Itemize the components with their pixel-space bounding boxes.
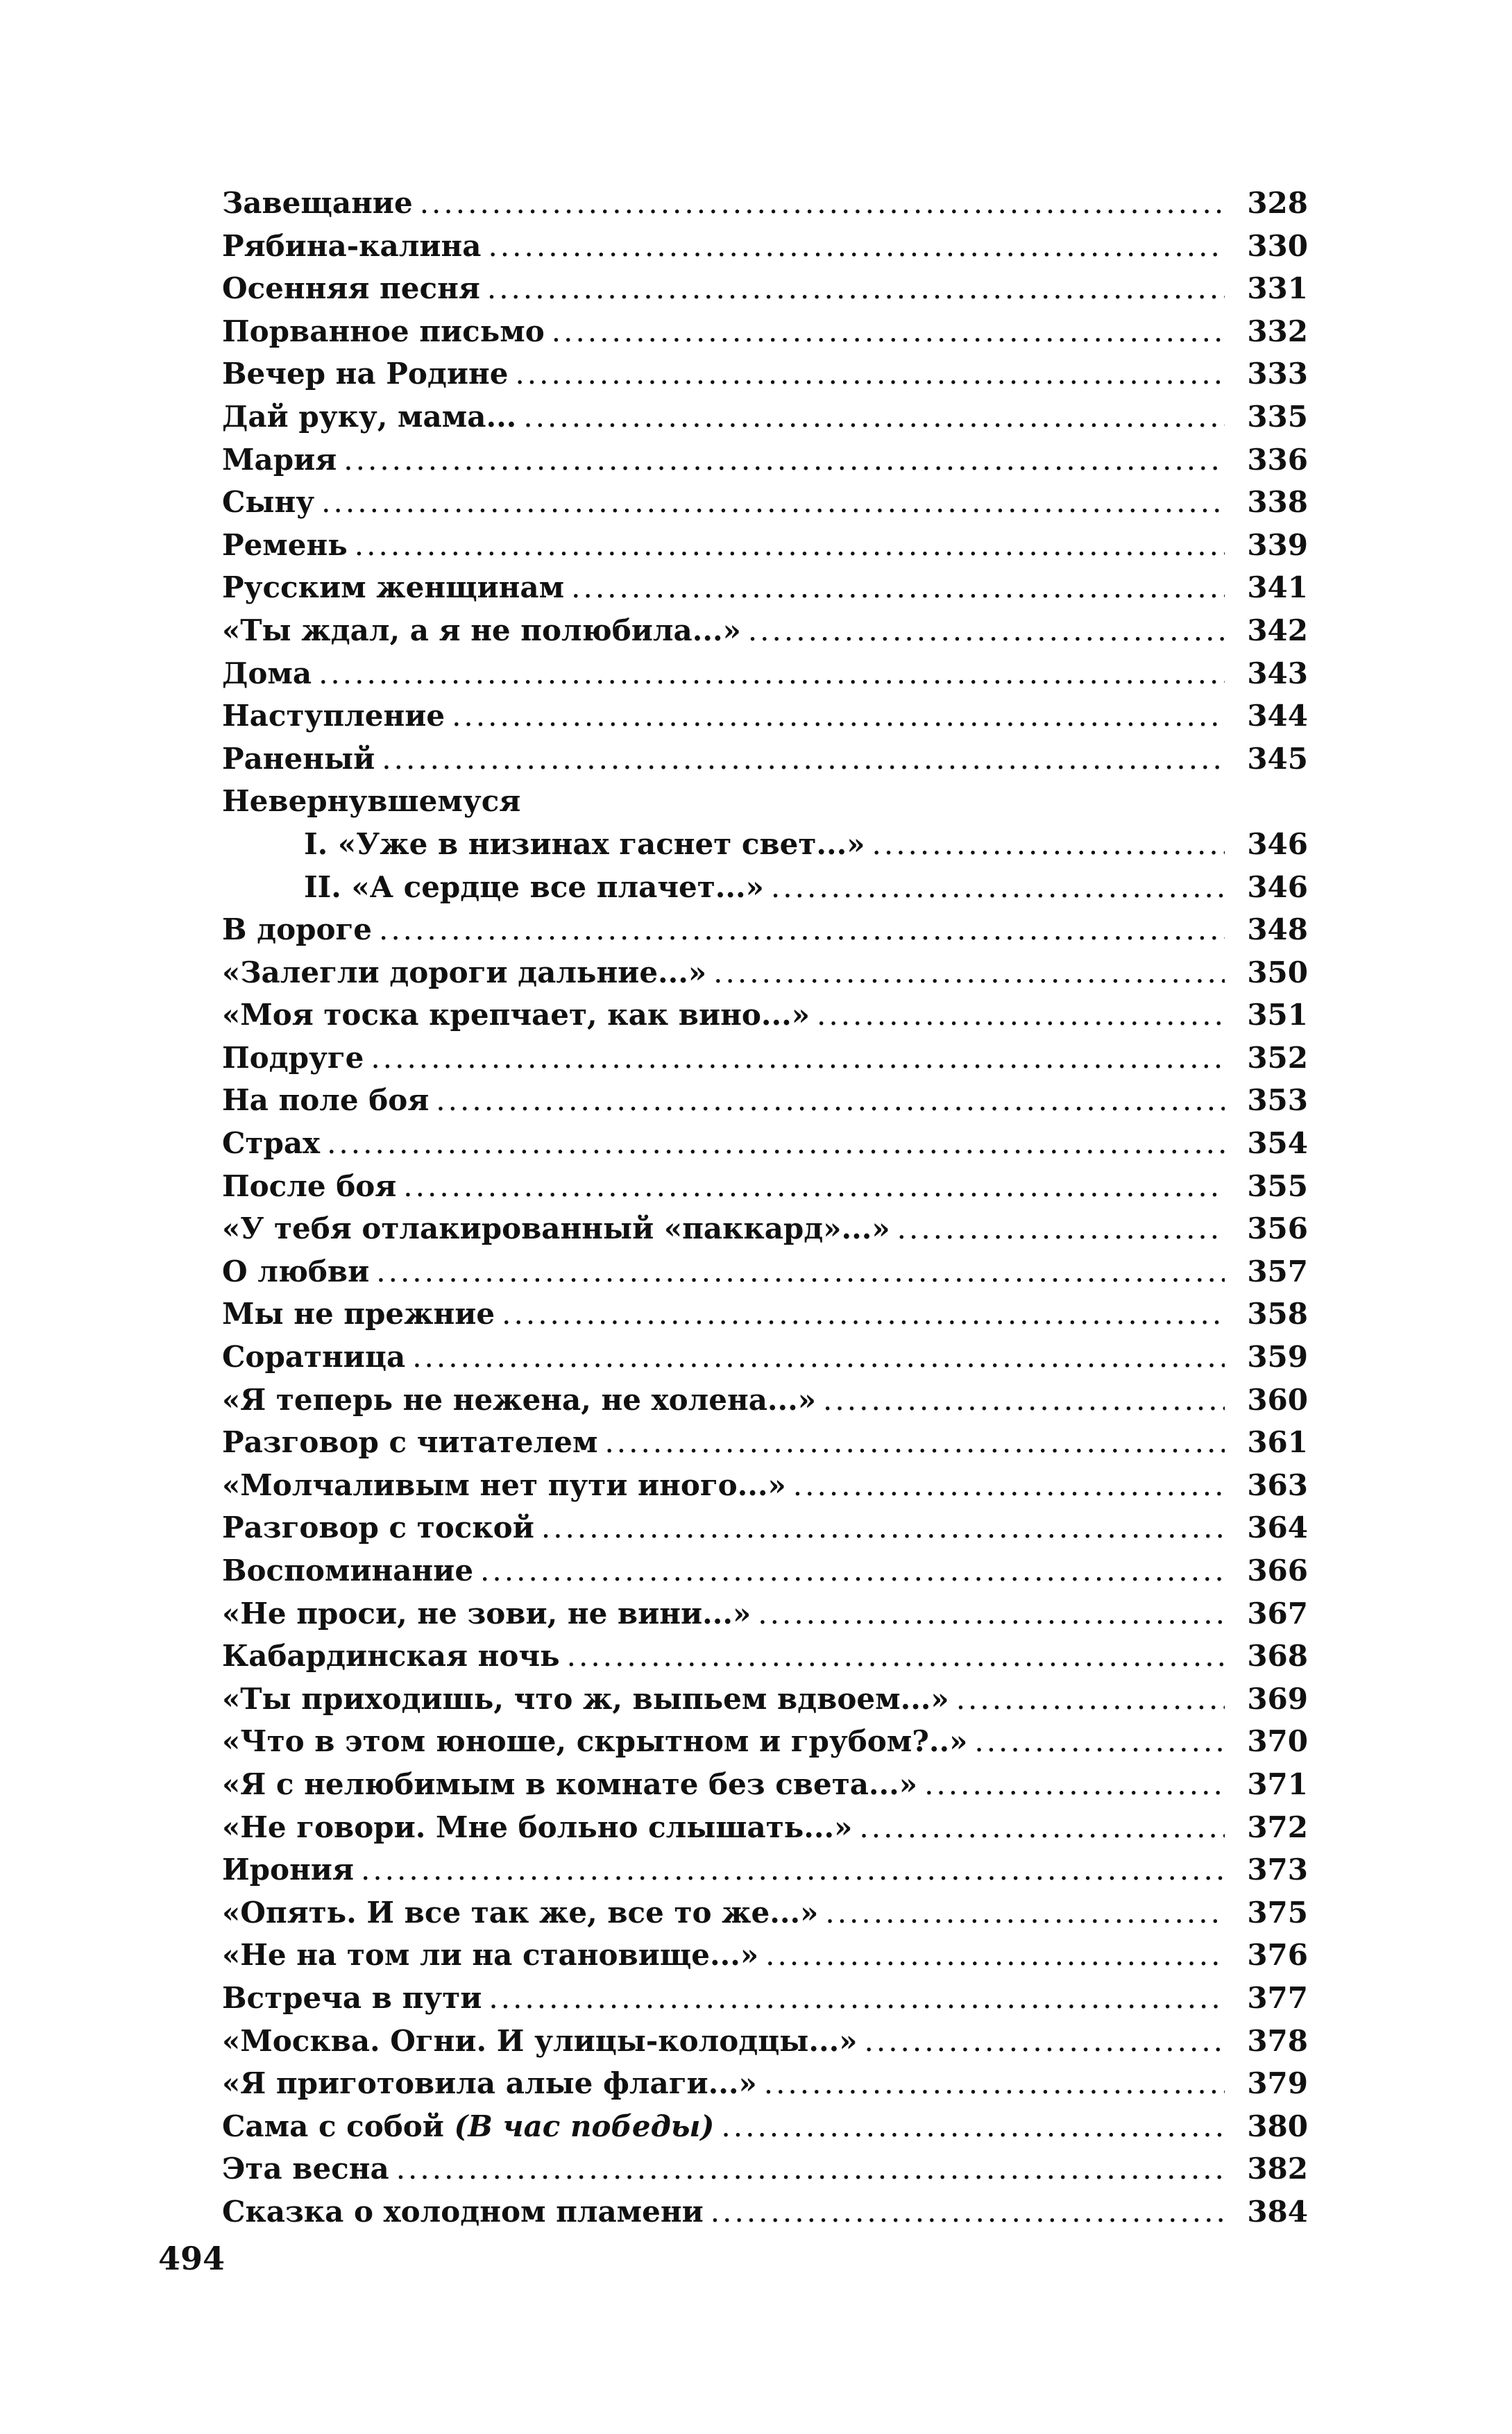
toc-entry-subtitle: (В час победы) — [454, 2109, 715, 2143]
toc-entry-title — [222, 1340, 412, 1374]
toc-entry-title — [222, 1682, 956, 1716]
toc-entry-title-text: Ремень — [222, 527, 348, 562]
toc-entry-title-text: «Опять. И все так же, все то же...» — [222, 1895, 819, 1930]
toc-entry-title-text: Сыну — [222, 485, 315, 520]
toc-entry-title-text: Порванное письмо — [222, 314, 545, 348]
toc-entry-title — [222, 1639, 567, 1673]
toc-entry-title — [222, 1853, 361, 1887]
dot-leader — [758, 1597, 1225, 1631]
toc-entry — [222, 955, 1308, 998]
toc-entry-title — [222, 570, 571, 604]
toc-entry-page: 333 — [1247, 357, 1308, 391]
toc-entry-title-text: «Залегли дороги дальние...» — [222, 955, 707, 989]
toc-entry-page: 331 — [1247, 271, 1308, 306]
dot-leader — [823, 1383, 1225, 1417]
toc-entry-page: 371 — [1247, 1767, 1308, 1801]
toc-entry-title-text: «Ты приходишь, что ж, выпьем вдвоем...» — [222, 1681, 949, 1716]
dot-leader — [721, 2109, 1225, 2143]
toc-entry — [222, 1853, 1308, 1896]
toc-entry — [222, 1383, 1308, 1426]
toc-entry-title-text: Мы не прежние — [222, 1297, 495, 1331]
toc-entry-title — [222, 1083, 436, 1117]
toc-entry-title-text: Наступление — [222, 699, 445, 733]
dot-leader — [956, 1682, 1225, 1716]
toc-entry-title — [222, 1254, 376, 1288]
toc-entry — [222, 998, 1308, 1041]
dot-leader — [488, 229, 1225, 263]
toc-entry-page: 341 — [1247, 570, 1308, 605]
toc-entry — [222, 1682, 1308, 1725]
dot-leader — [379, 912, 1225, 946]
dot-leader — [764, 2066, 1225, 2100]
toc-entry-title-text: Ирония — [222, 1853, 354, 1887]
toc-entry — [222, 1254, 1308, 1297]
toc-entry-title-text: Раненый — [222, 741, 375, 776]
toc-entry-page: 364 — [1247, 1510, 1308, 1545]
toc-entry-page: 348 — [1247, 912, 1308, 947]
toc-entry-title — [222, 1297, 502, 1331]
toc-entry-title-text: Сама с собой — [222, 2109, 444, 2143]
toc-entry — [222, 870, 1308, 913]
toc-entry-title-text: Кабардинская ночь — [222, 1639, 560, 1674]
toc-entry — [222, 229, 1308, 272]
toc-entry-page: 366 — [1247, 1554, 1308, 1588]
toc-entry-title — [222, 1425, 604, 1459]
toc-entry-title — [222, 827, 872, 861]
dot-leader — [376, 1254, 1225, 1288]
toc-entry-title — [222, 912, 379, 946]
toc-entry-title-text: О любви — [222, 1254, 370, 1288]
toc-entry — [222, 1169, 1308, 1212]
toc-entry-page: 335 — [1247, 399, 1308, 434]
table-of-contents — [222, 186, 1308, 2238]
toc-entry-page: 328 — [1247, 186, 1308, 220]
toc-entry-title — [222, 528, 355, 562]
toc-entry-title-text: После боя — [222, 1168, 397, 1203]
toc-entry-title-text: «Москва. Огни. И улицы-колодцы...» — [222, 2023, 858, 2058]
dot-leader — [396, 2152, 1225, 2186]
toc-entry-page: 378 — [1247, 2023, 1308, 2058]
dot-leader — [321, 485, 1225, 519]
toc-entry — [222, 528, 1308, 571]
toc-entry — [222, 699, 1308, 742]
toc-entry-page: 345 — [1247, 741, 1308, 776]
dot-leader — [355, 528, 1225, 562]
toc-entry-page: 372 — [1247, 1810, 1308, 1844]
toc-entry-title-text: Осенняя песня — [222, 271, 480, 306]
dot-leader — [371, 1041, 1225, 1075]
toc-entry-title-text: «Не говори. Мне больно слышать...» — [222, 1810, 853, 1844]
toc-entry-title-text: На поле боя — [222, 1083, 430, 1118]
toc-entry-title — [222, 1896, 825, 1930]
dot-leader — [436, 1083, 1225, 1117]
toc-entry-page: 358 — [1247, 1297, 1308, 1331]
toc-entry-title-text: «Моя тоска крепчает, как вино...» — [222, 998, 810, 1032]
toc-entry-title — [222, 1597, 758, 1631]
toc-entry-title-text: Эта весна — [222, 2152, 389, 2186]
toc-entry-page: 369 — [1247, 1681, 1308, 1716]
toc-entry-page: 332 — [1247, 314, 1308, 348]
dot-leader — [541, 1510, 1225, 1544]
toc-entry-title — [222, 2024, 865, 2058]
toc-entry-page: 368 — [1247, 1639, 1308, 1674]
toc-entry-title — [222, 1211, 897, 1245]
toc-entry-page: 338 — [1247, 485, 1308, 520]
toc-entry-title — [222, 485, 321, 519]
toc-entry-title — [222, 998, 817, 1032]
dot-leader — [327, 1126, 1225, 1160]
dot-leader — [343, 443, 1225, 477]
toc-entry — [222, 400, 1308, 443]
toc-entry-title — [222, 357, 515, 391]
toc-entry-page: 355 — [1247, 1168, 1308, 1203]
toc-entry-page: 339 — [1247, 527, 1308, 562]
toc-entry-page: 351 — [1247, 998, 1308, 1032]
toc-entry-title — [222, 1126, 327, 1160]
toc-entry-title — [222, 1981, 489, 2015]
toc-entry-title — [222, 271, 487, 305]
toc-entry — [222, 2109, 1308, 2152]
toc-entry-title — [222, 443, 343, 477]
dot-leader — [489, 1981, 1225, 2015]
toc-entry — [222, 613, 1308, 656]
toc-entry-title-text: Соратница — [222, 1340, 406, 1375]
toc-entry — [222, 1126, 1308, 1169]
toc-entry-page: 359 — [1247, 1340, 1308, 1375]
dot-leader — [748, 613, 1225, 647]
toc-entry — [222, 314, 1308, 357]
toc-entry-page: 354 — [1247, 1126, 1308, 1161]
toc-entry-title-text: Дома — [222, 656, 312, 690]
toc-entry-title-text: II. «А сердце все плачет...» — [304, 869, 764, 904]
toc-entry-title-text: В дороге — [222, 912, 372, 947]
toc-entry — [222, 656, 1308, 699]
toc-entry — [222, 1510, 1308, 1554]
toc-entry — [222, 271, 1308, 314]
toc-entry — [222, 2024, 1308, 2067]
toc-entry-title — [222, 784, 527, 818]
dot-leader — [452, 699, 1225, 733]
toc-entry-title — [222, 186, 420, 220]
toc-entry-title — [222, 870, 771, 904]
dot-leader — [897, 1211, 1225, 1245]
toc-entry — [222, 485, 1308, 528]
toc-entry — [222, 357, 1308, 400]
toc-entry-title — [222, 1510, 541, 1544]
toc-entry-title-text: I. «Уже в низинах гаснет свет...» — [304, 826, 865, 861]
dot-leader — [974, 1724, 1225, 1758]
toc-entry-title — [222, 1810, 859, 1844]
dot-leader — [318, 656, 1225, 690]
toc-entry-page: 336 — [1247, 442, 1308, 477]
toc-entry-title-text: Мария — [222, 442, 337, 477]
dot-leader — [515, 357, 1225, 391]
toc-entry — [222, 1211, 1308, 1254]
toc-entry — [222, 1083, 1308, 1126]
toc-entry-title — [222, 2195, 711, 2229]
toc-entry-title — [222, 699, 452, 733]
toc-entry-title — [222, 656, 318, 690]
toc-entry-page: 342 — [1247, 613, 1308, 647]
toc-entry — [222, 742, 1308, 785]
toc-entry-title-text: Завещание — [222, 186, 413, 220]
dot-leader — [825, 1896, 1225, 1930]
toc-entry-title-text: Подруге — [222, 1040, 364, 1075]
toc-entry-page: 361 — [1247, 1425, 1308, 1460]
toc-entry-page: 330 — [1247, 228, 1308, 263]
toc-entry — [222, 1639, 1308, 1682]
toc-entry — [222, 1041, 1308, 1084]
toc-entry-title-text: «Я с нелюбимым в комнате без света...» — [222, 1767, 918, 1801]
toc-entry-page: 384 — [1247, 2194, 1308, 2229]
toc-entry — [222, 1340, 1308, 1383]
toc-entry-title-text: «Молчаливым нет пути иного...» — [222, 1467, 786, 1502]
toc-entry-title — [222, 2152, 396, 2186]
dot-leader — [817, 998, 1225, 1032]
toc-entry-title-text: Дай руку, мама... — [222, 399, 517, 434]
toc-entry — [222, 1468, 1308, 1511]
toc-entry-page: 356 — [1247, 1211, 1308, 1246]
toc-entry-page: 350 — [1247, 955, 1308, 989]
toc-entry-title-text: Страх — [222, 1126, 321, 1161]
dot-leader — [420, 186, 1225, 220]
toc-entry — [222, 1554, 1308, 1597]
toc-entry-title-text: «У тебя отлакированный «паккард»...» — [222, 1211, 890, 1246]
toc-entry — [222, 1810, 1308, 1853]
toc-entry-page: 382 — [1247, 2152, 1308, 2186]
dot-leader — [403, 1169, 1225, 1203]
toc-entry — [222, 186, 1308, 229]
toc-entry — [222, 1724, 1308, 1767]
toc-entry-title-text: Невернувшемуся — [222, 784, 521, 819]
toc-entry-page: 375 — [1247, 1895, 1308, 1930]
dot-leader — [865, 2024, 1225, 2058]
toc-entry — [222, 443, 1308, 486]
toc-entry-title — [222, 1554, 480, 1588]
toc-entry-title-text: «Не проси, не зови, не вини...» — [222, 1596, 751, 1631]
toc-entry-page: 363 — [1247, 1467, 1308, 1502]
toc-entry-page: 377 — [1247, 1980, 1308, 2015]
toc-entry — [222, 1767, 1308, 1810]
dot-leader — [412, 1340, 1225, 1374]
toc-entry-page: 343 — [1247, 656, 1308, 690]
toc-entry-title — [222, 314, 552, 348]
toc-entry-page: 346 — [1247, 869, 1308, 904]
toc-entry-page: 370 — [1247, 1724, 1308, 1759]
toc-entry-title — [222, 613, 748, 647]
dot-leader — [487, 271, 1225, 305]
dot-leader — [859, 1810, 1225, 1844]
toc-entry-title — [222, 1383, 823, 1417]
toc-entry-title — [222, 1767, 924, 1801]
toc-entry-title-text: Сказка о холодном пламени — [222, 2194, 704, 2229]
toc-entry-title — [222, 1724, 974, 1758]
toc-entry-page: 360 — [1247, 1382, 1308, 1417]
toc-entry-title — [222, 229, 488, 263]
dot-leader — [924, 1767, 1225, 1801]
toc-entry-title-text: Рябина-калина — [222, 228, 482, 263]
toc-section-heading — [222, 784, 1308, 827]
dot-leader — [523, 400, 1225, 434]
toc-entry-title-text: Русским женщинам — [222, 570, 565, 605]
dot-leader — [711, 2195, 1225, 2229]
dot-leader — [361, 1853, 1225, 1887]
dot-leader — [552, 314, 1225, 348]
toc-entry-title-text: «Я теперь не нежена, не холена...» — [222, 1382, 817, 1417]
toc-entry-title — [222, 1468, 793, 1502]
dot-leader — [872, 827, 1225, 861]
toc-entry — [222, 1981, 1308, 2024]
toc-entry-page: 352 — [1247, 1040, 1308, 1075]
toc-entry — [222, 827, 1308, 870]
toc-entry-title — [222, 1169, 403, 1203]
toc-entry-title — [222, 1938, 765, 1972]
toc-entry-title-text: «Что в этом юноше, скрытном и грубом?..» — [222, 1724, 968, 1759]
toc-entry-title-text: Разговор с читателем — [222, 1425, 598, 1460]
dot-leader — [604, 1425, 1225, 1459]
toc-entry-title-text: «Я приготовила алые флаги...» — [222, 2066, 757, 2101]
toc-entry-title — [222, 2109, 721, 2143]
toc-entry — [222, 1425, 1308, 1468]
toc-entry — [222, 2195, 1308, 2238]
toc-entry-page: 373 — [1247, 1853, 1308, 1887]
toc-entry-title — [222, 742, 382, 776]
toc-entry — [222, 2152, 1308, 2195]
toc-entry — [222, 1297, 1308, 1340]
toc-entry-title-text: Разговор с тоской — [222, 1510, 534, 1545]
dot-leader — [567, 1639, 1225, 1673]
toc-entry — [222, 2066, 1308, 2109]
dot-leader — [771, 870, 1225, 904]
toc-entry-page: 379 — [1247, 2066, 1308, 2101]
toc-entry-page: 380 — [1247, 2109, 1308, 2143]
toc-entry-title — [222, 2066, 764, 2100]
toc-entry-page: 357 — [1247, 1254, 1308, 1288]
toc-entry-title — [222, 955, 713, 989]
toc-entry-title-text: Встреча в пути — [222, 1980, 482, 2015]
dot-leader — [480, 1554, 1225, 1588]
dot-leader — [502, 1297, 1225, 1331]
toc-entry-title-text: Вечер на Родине — [222, 357, 509, 391]
toc-entry-title — [222, 400, 523, 434]
dot-leader — [793, 1468, 1225, 1502]
dot-leader — [571, 570, 1225, 604]
toc-entry — [222, 1597, 1308, 1640]
toc-entry-title-text: Воспоминание — [222, 1554, 474, 1588]
toc-entry-title — [222, 1041, 371, 1075]
dot-leader — [765, 1938, 1225, 1972]
toc-entry-page: 344 — [1247, 699, 1308, 733]
toc-entry-page: 353 — [1247, 1083, 1308, 1118]
toc-entry — [222, 1938, 1308, 1981]
dot-leader — [713, 955, 1225, 989]
toc-entry-page: 376 — [1247, 1938, 1308, 1973]
toc-entry — [222, 570, 1308, 613]
toc-entry — [222, 1896, 1308, 1939]
toc-entry-page: 346 — [1247, 826, 1308, 861]
toc-entry-title-text: «Ты ждал, а я не полюбила...» — [222, 613, 741, 647]
page-number: 494 — [158, 2240, 226, 2277]
toc-entry-page: 367 — [1247, 1596, 1308, 1631]
toc-entry — [222, 912, 1308, 955]
toc-entry-title-text: «Не на том ли на становище...» — [222, 1938, 759, 1973]
dot-leader — [382, 742, 1225, 776]
